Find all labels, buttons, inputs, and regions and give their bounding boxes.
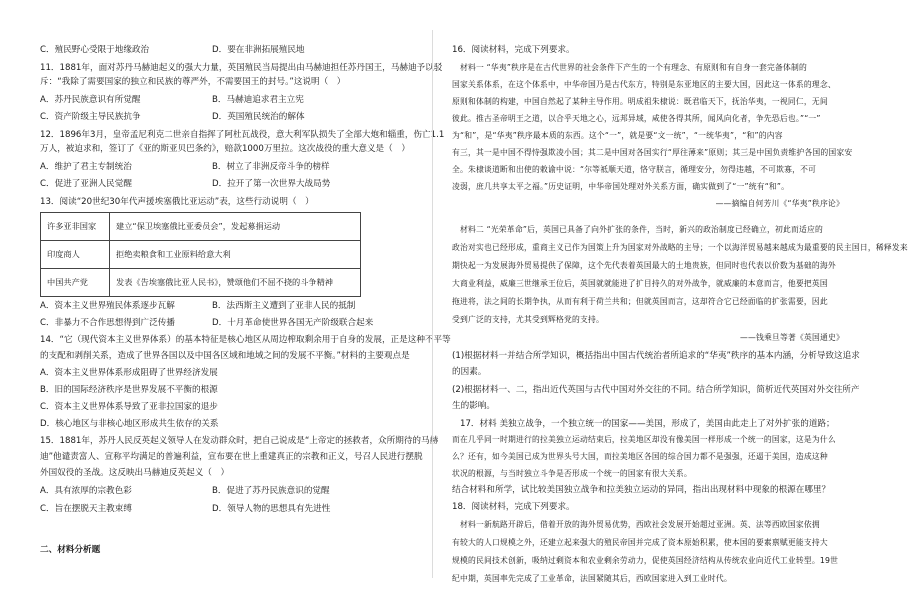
question-line: 的支配和剥削关系，造成了世界各国以及中国各区域和地域之间的发展不平衡。”材料的主要观点是 (40, 351, 410, 361)
column-divider (432, 30, 433, 578)
question-line: C．殖民野心受限于地缘政治 (40, 45, 150, 55)
material-line: 有较大的人口规模之外，还建立起来强大的殖民帝国并完成了资本原始积累，使本国的要素禀赋更能支持大 (452, 538, 828, 547)
section-title: 二、材料分析题 (40, 545, 101, 555)
table-cell-action: 拒绝卖粮食和工业原料给意大利 (110, 241, 361, 269)
material-line: 有三，其一是中国不得恃强欺凌小国；其二是中国对各国实行“厚往薄来”原则；其三是中国负责维护各国的国家安 (452, 148, 853, 157)
material-line: (2)根据材料一、二，指出近代英国与古代中国对外交往的不同。结合所学知识，简析近代英国对外交往所产 (452, 385, 860, 395)
table-cell-actor: 许多亚非国家 (41, 213, 110, 241)
question-line: A．资本主义世界殖民体系逐步瓦解 (40, 301, 175, 311)
material-line: 17．材料 美独立战争，一个独立统一的国家——美国，形成了，美国由此走上了对外扩张的道路； (460, 419, 835, 429)
question-line: A．具有浓厚的宗教色彩 (40, 486, 132, 496)
material-line: 18．阅读材料，完成下列要求。 (452, 502, 575, 512)
question-line: B．马赫迪追求君主立宪 (212, 95, 304, 105)
question-line: C．旨在摆脱天主教束缚 (40, 504, 132, 514)
question-line: B．树立了非洲反帝斗争的榜样 (212, 162, 330, 172)
question-line: 外国奴役的圣战。这反映出马赫迪反英起义（ ） (40, 468, 230, 478)
material-line: 规模的民间技术创新，吸纳过剩资本和农业剩余劳动力，促使英国经济结构从传统农业向近代工业转型。19世 (452, 556, 839, 565)
material-line: 16．阅读材料，完成下列要求。 (452, 45, 575, 55)
material-line: 状况的根源，与当时独立斗争是否形成一个统一的国家有很大关系。 (452, 469, 692, 478)
question-line: D．拉开了第一次世界大战局势 (212, 179, 331, 189)
material-line: 政治对实也已经形成，重商主义已作为国策上升为国家对外战略的主导；一个以海洋贸易越来越成为最重要的民主国日，稀释发来 (452, 243, 908, 252)
table-cell-actor: 印度商人 (41, 241, 110, 269)
material-line: 材料二 “光荣革命”后，英国已具备了向外扩张的条件，当时，新兴的政治制度已经确立，初此而适应的 (460, 225, 824, 234)
question-line: 11．1881年，面对苏丹马赫迪起义的强大力量，英国殖民当局提出由马赫迪担任苏丹国王，马赫迪予以驳 (40, 63, 443, 73)
question-line: A．维护了君主专制统治 (40, 162, 132, 172)
question-line: 14．“它（现代资本主义世界体系）的基本特征是核心地区从周边榨取剩余用于自身的发展，正是这种不平等 (40, 335, 451, 345)
table-row (41, 241, 361, 269)
question-line: A．苏丹民族意识有所觉醒 (40, 95, 141, 105)
material-line: 大商业利益，威廉三世继承王位后，英国就就能进了扩目持久的对外战争，就威廉的本意而言，他要把英国 (452, 279, 828, 288)
question-line: C．资本主义世界体系导致了亚非拉国家的退步 (40, 402, 218, 412)
question-line: D．领导人物的思想具有先进性 (212, 504, 331, 514)
question-line: C．促进了亚洲人民觉醒 (40, 179, 132, 189)
material-line: 为“和”，是“华夷”秩序最本质的东西。这个“一”，就是要“文一统”，“一统华夷”，“和”的内容 (452, 131, 783, 140)
support-movement-table (40, 212, 361, 297)
question-line: D．要在非洲拓展殖民地 (212, 45, 305, 55)
table-cell-action: 发表《告埃塞俄比亚人民书》，赞颂他们不屈不挠的斗争精神 (110, 269, 361, 297)
question-line: 12．1896年3月，皇帝孟尼利克二世亲自指挥了阿杜瓦战役，意大利军队损失了全部大炮和辎重，伤亡1.1 (40, 130, 445, 140)
question-line: B．法西斯主义遭到了亚非人民的抵制 (212, 301, 356, 311)
table-row (41, 213, 361, 241)
question-line: 13．阅读“20世纪30年代声援埃塞俄比亚运动”表，这些行动说明（ ） (40, 197, 314, 207)
material-line: 全。朱棣谈道断和出使的敕谕中说：“尔等祗顺天道，恪守朕言，循理安分，勿得违越，不可欺寡，不可 (452, 165, 817, 174)
question-line: C．非暴力不合作思想得到广泛传播 (40, 318, 175, 328)
material-source: ——摘编自何芳川《“华夷”秩序论》 (715, 199, 844, 208)
question-line: D．英国殖民统治的解体 (212, 112, 305, 122)
material-line: 么？还有，如今美国已成为世界头号大国，而拉美地区各国的综合国力都不是强强，还逼于美国，造成这种 (452, 452, 828, 461)
material-line: (1)根据材料一并结合所学知识，概括指出中国古代统治者所追求的“华夷”秩序的基本内涵，分析导致这追求 (452, 351, 860, 361)
material-line: 材料一 “华夷”秩序是在古代世界的社会条件下产生的一个有理念、有原则和有自身一套完备体制的 (460, 63, 808, 72)
question-line: D．核心地区与非核心地区形成共生依存的关系 (40, 419, 219, 429)
material-line: 期快起一为发展海外贸易提供了保障，这个先代表着英国最大的土地贵族，但同时也代表以价数为基础的海外 (452, 261, 836, 270)
material-line: 彼此。推古圣帝明王之道，以合乎天地之心，远邦异域，咸使各得其所，闻风向化者，争先恐后也。”“一” (452, 114, 821, 123)
question-line: C．资产阶级主导民族抗争 (40, 112, 141, 122)
question-line: B．旧的国际经济秩序是世界发展不平衡的根源 (40, 385, 218, 395)
material-line: 凌弱，庶几共享太平之福。”历史证明，中华帝国处理对外关系方面，确实做到了“一”统有“和”。 (452, 182, 790, 191)
question-line: 15．1881年，苏丹人民反英起义领导人在发动群众时，把自己说成是“上帝定的拯救者，众所期待的马赫 (40, 436, 439, 446)
material-line: 拖进将，法之间的长期争执，从而有利于荷兰共和；但就英国而言，这却符合它已经面临的扩张需要，因此 (452, 297, 828, 306)
material-line: 生的影响。 (452, 401, 495, 411)
material-line: 纪中期，英国率先完成了工业革命，法国紧随其后，西欧国家进入到工业时代。 (452, 574, 732, 583)
right-column (452, 0, 908, 608)
question-line: D．十月革命使世界各国无产阶级联合起来 (212, 318, 374, 328)
material-line: 受到广泛的支持，尤其受到辉格党的支持。 (452, 315, 604, 324)
question-line: 斥：“我除了需要国家的独立和民族的尊严外，不需要国王的封号。”这说明（ ） (40, 77, 346, 87)
material-line: 国家关系体系，在这个体系中，中华帝国乃是古代东方，特别是东亚地区的主要大国，因此这一体系的理念、 (452, 80, 836, 89)
question-line: 迪”他谴责富人、宣称平均满足的普遍利益，宣布要在世上重建真正的宗教和正义，号召人民进行摆脱 (40, 452, 423, 462)
material-line: 原则和体制的构建，中国自然起了某种主导作用。明成祖朱棣说：既君临天下，抚治华夷，一视同仁，无间 (452, 97, 828, 106)
material-line: 材料一新航路开辟后，借着开放的海外贸易优势，西欧社会发展开始超过亚洲。英、法等西欧国家依拥 (460, 520, 820, 529)
question-line: 万人，被迫求和，签订了《亚的斯亚贝巴条约》，赔款1000万里拉。这次战役的重大意义是（ ） (40, 144, 410, 154)
material-source: ——钱乘旦等著《英国通史》 (740, 333, 844, 342)
material-line: 而在几乎同一时期进行的拉美独立运动结束后，拉美地区却没有像美国一样形成一个统一的国家，这是为什么 (452, 435, 836, 444)
table-cell-actor: 中国共产党 (41, 269, 110, 297)
question-line: A．资本主义世界体系形成阻碍了世界经济发展 (40, 368, 218, 378)
material-line: 的因素。 (452, 367, 487, 377)
table-row (41, 269, 361, 297)
table-cell-action: 建立“保卫埃塞俄比亚委员会”，发起募捐运动 (110, 213, 361, 241)
question-line: B．促进了苏丹民族意识的觉醒 (212, 486, 330, 496)
material-line: 结合材料和所学，试比较美国独立战争和拉美独立运动的异同，指出出现材料中现象的根源在哪里？ (452, 485, 831, 495)
left-column (40, 0, 451, 608)
